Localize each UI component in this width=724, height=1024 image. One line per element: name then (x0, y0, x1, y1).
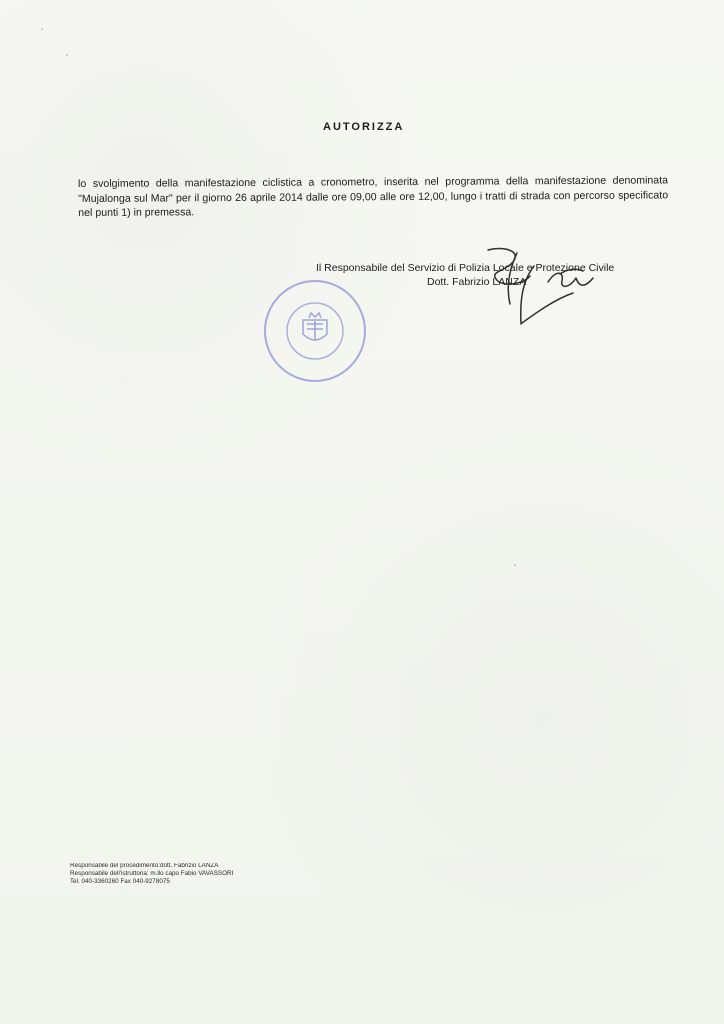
footer-contact: Tel. 040-3360260 Fax 040-9278075 (70, 879, 170, 885)
authorization-paragraph: lo svolgimento della manifestazione ciclistica a cronometro, inserita nel programma della manifestazione denominata "Mujalonga sul Mar" per il giorno 26 aprile 2014 dalle ore 09,00 alle ore 12,00, lungo i tratti di strada con percorso specificato nel punti 1) in premessa. (78, 174, 669, 219)
scan-speck (41, 28, 43, 30)
handwritten-signature (448, 240, 608, 330)
coat-of-arms-icon (303, 313, 327, 340)
signatory-name: Dott. Fabrizio LANZA (427, 276, 527, 288)
signatory-role: Il Responsabile del Servizio di Polizia Locale e Protezione Civile (316, 262, 615, 274)
scan-speck (514, 564, 516, 566)
municipal-stamp (262, 278, 368, 384)
footer-inquiry-manager: Responsabile dell'istruttoria: m.llo capo Fabio VAVASSORI (70, 871, 234, 877)
document-heading: AUTORIZZA (323, 121, 405, 133)
scan-speck (66, 54, 68, 56)
document-footer (70, 862, 233, 886)
footer-procedure-manager: Responsabile del procedimento:dott. Fabrizio LANZA (70, 863, 219, 869)
